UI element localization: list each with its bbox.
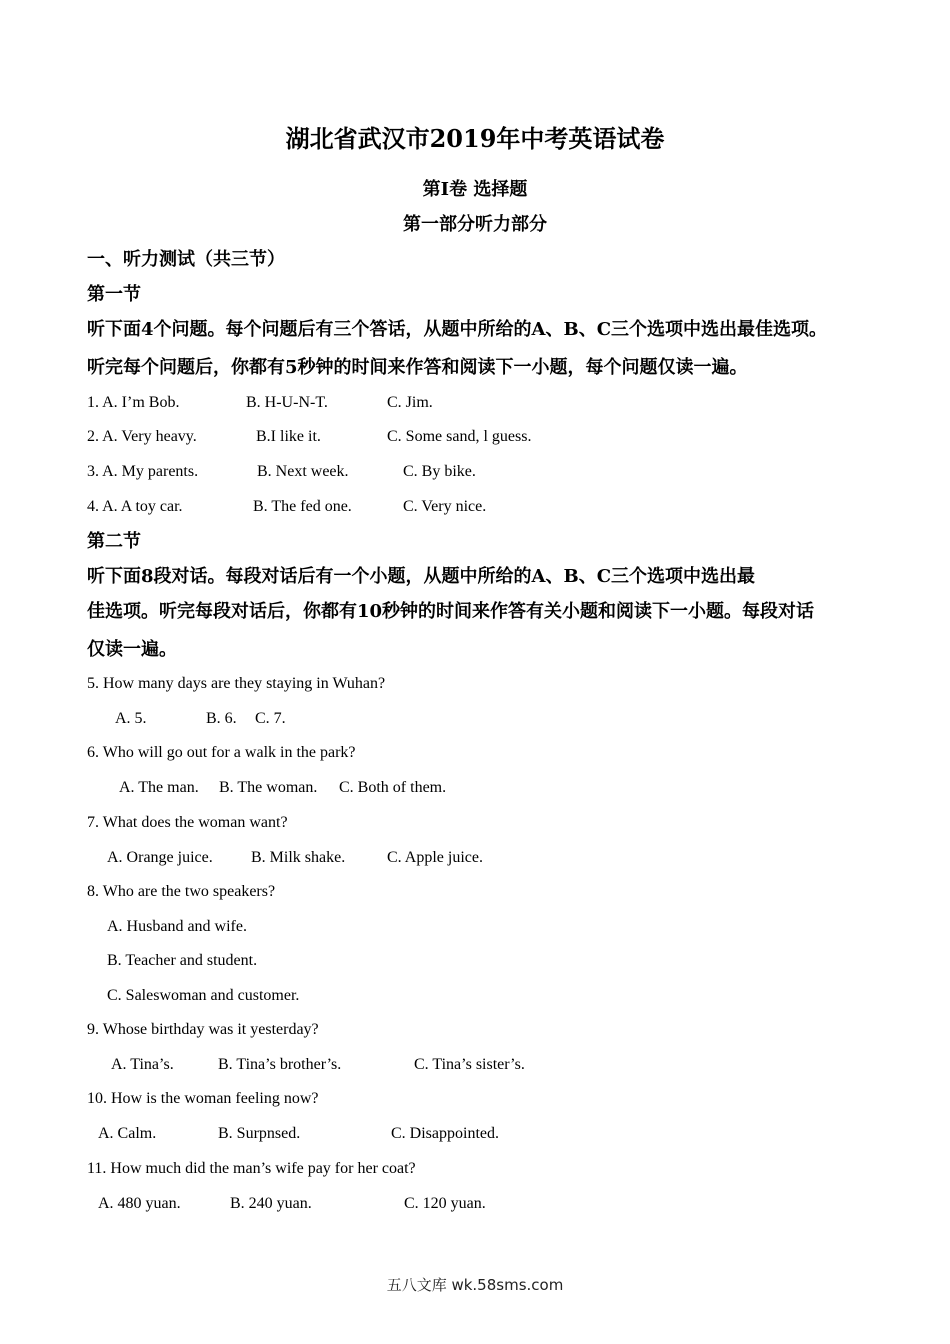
- question-9-stem: 9. Whose birthday was it yesterday?: [87, 1021, 319, 1038]
- q7-option-c: C. Apple juice.: [387, 849, 483, 866]
- question-8-stem: 8. Who are the two speakers?: [87, 883, 276, 900]
- option-a: 2. A. Very heavy.: [87, 428, 197, 445]
- option-b: B. Next week.: [257, 463, 349, 480]
- footer-watermark: 五八文库 wk.58sms.com: [386, 1276, 564, 1294]
- q11-option-a: A. 480 yuan.: [98, 1195, 181, 1212]
- q7-option-a: A. Orange juice.: [107, 849, 213, 866]
- section2-instruction-3: 仅读一遍。: [87, 639, 177, 660]
- section2-instruction-2: 佳选项。听完每段对话后，你都有10秒钟的时间来作答有关小题和阅读下一小题。每段对话: [87, 601, 815, 622]
- question-7-stem: 7. What does the woman want?: [87, 814, 288, 831]
- option-a: 4. A. A toy car.: [87, 498, 183, 515]
- volume-heading: 第Ⅰ卷 选择题: [422, 179, 528, 200]
- section-main-heading: 一、听力测试（共三节）: [87, 249, 285, 270]
- q6-option-c: C. Both of them.: [339, 779, 447, 796]
- part-heading: 第一部分听力部分: [403, 214, 547, 235]
- exam-title: 湖北省武汉市2019年中考英语试卷: [285, 124, 665, 153]
- question-5-stem: 5. How many days are they staying in Wuhan?: [87, 675, 386, 692]
- q9-option-b: B. Tina’s brother’s.: [218, 1056, 342, 1073]
- option-b: B. H-U-N-T.: [246, 394, 328, 411]
- question-6-stem: 6. Who will go out for a walk in the park?: [87, 744, 356, 761]
- q8-option-c: C. Saleswoman and customer.: [107, 987, 300, 1004]
- section2-heading: 第二节: [87, 531, 141, 552]
- option-c: C. Some sand, l guess.: [387, 428, 532, 445]
- q11-option-c: C. 120 yuan.: [404, 1195, 486, 1212]
- option-b: B.I like it.: [256, 428, 321, 445]
- section1-heading: 第一节: [87, 284, 141, 305]
- q9-option-c: C. Tina’s sister’s.: [414, 1056, 525, 1073]
- section2-instruction-1: 听下面8段对话。每段对话后有一个小题，从题中所给的A、B、C三个选项中选出最: [87, 566, 756, 587]
- option-c: C. Very nice.: [403, 498, 487, 515]
- option-a: 3. A. My parents.: [87, 463, 199, 480]
- option-a: 1. A. I’m Bob.: [87, 394, 180, 411]
- q5-option-c: C. 7.: [255, 710, 286, 727]
- q10-option-b: B. Surpnsed.: [218, 1125, 301, 1142]
- q9-option-a: A. Tina’s.: [111, 1056, 174, 1073]
- section1-instruction-2: 听完每个问题后，你都有5秒钟的时间来作答和阅读下一小题，每个问题仅读一遍。: [87, 357, 748, 378]
- q6-option-a: A. The man.: [119, 779, 199, 796]
- q8-option-b: B. Teacher and student.: [107, 952, 258, 969]
- question-11-stem: 11. How much did the man’s wife pay for her coat?: [87, 1160, 416, 1177]
- option-c: C. By bike.: [403, 463, 476, 480]
- q10-option-c: C. Disappointed.: [391, 1125, 499, 1142]
- q6-option-b: B. The woman.: [219, 779, 318, 796]
- q5-option-b: B. 6.: [206, 710, 237, 727]
- option-c: C. Jim.: [387, 394, 433, 411]
- q8-option-a: A. Husband and wife.: [107, 918, 247, 935]
- section1-instruction-1: 听下面4个问题。每个问题后有三个答话，从题中所给的A、B、C三个选项中选出最佳选项。: [87, 319, 828, 340]
- q7-option-b: B. Milk shake.: [251, 849, 346, 866]
- q10-option-a: A. Calm.: [98, 1125, 157, 1142]
- q5-option-a: A. 5.: [115, 710, 147, 727]
- question-10-stem: 10. How is the woman feeling now?: [87, 1090, 319, 1107]
- q11-option-b: B. 240 yuan.: [230, 1195, 312, 1212]
- option-b: B. The fed one.: [253, 498, 352, 515]
